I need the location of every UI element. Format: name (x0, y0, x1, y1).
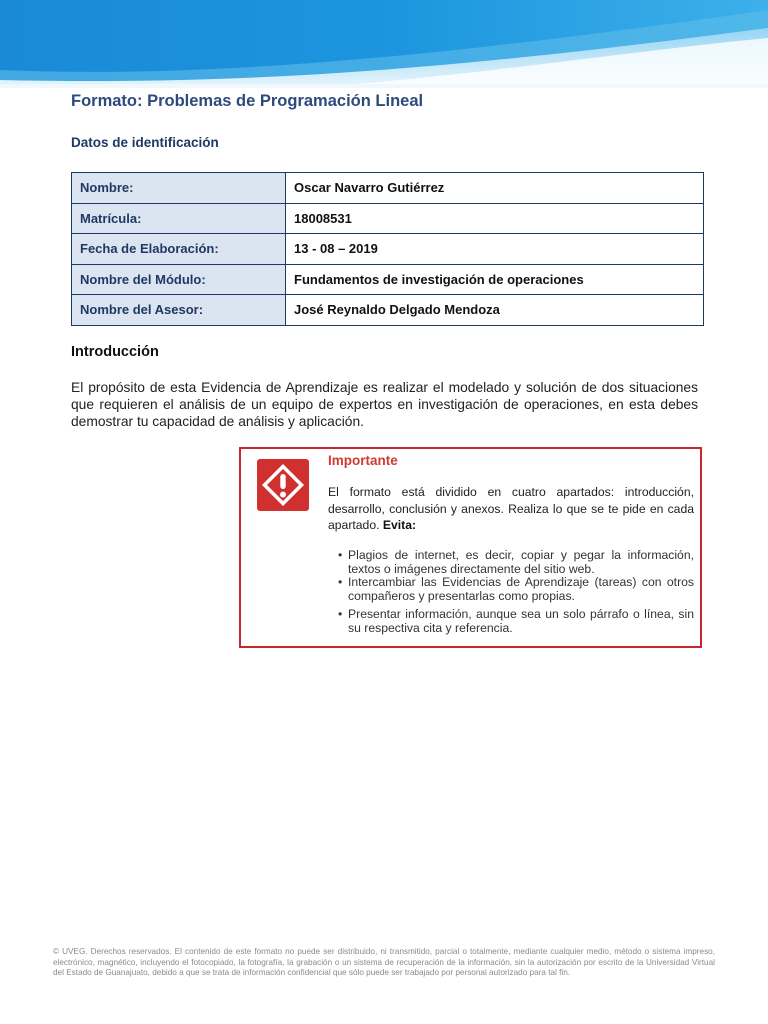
important-description: El formato está dividido en cuatro apartados: introducción, desarrollo, conclusión y anexos. Realiza lo que se te pide en cada apartado. (328, 485, 694, 532)
important-title: Importante (328, 453, 398, 468)
table-row (72, 203, 704, 234)
identification-table (71, 172, 704, 326)
row-label: Fecha de Elaboración: (72, 234, 286, 265)
avoid-list (338, 549, 694, 635)
row-label: Nombre del Asesor: (72, 295, 286, 326)
row-value: Fundamentos de investigación de operaciones (286, 264, 704, 295)
warning-diamond-icon (257, 459, 309, 511)
important-text (328, 484, 694, 534)
avoid-emphasis: Evita: (382, 518, 417, 532)
important-notice-box (239, 447, 702, 648)
copyright-footer: © UVEG. Derechos reservados. El contenido de este formato no puede ser distribuido, ni transmitido, parcial o totalmente, mediante cualquier medio, método o sistema impreso, electrónico, magnético, incluyendo el fotocopiado, la fotografía, la grabación o un sistema de recuperación de la información, sin la autorización por escrito de la Universidad Virtual del Estado de Guanajuato, debido a que se trata de información confidencial que sólo puede ser trabajado por personal autorizado para tal fin. (53, 947, 715, 977)
table-row (72, 295, 704, 326)
document-title: Formato: Problemas de Programación Lineal (71, 92, 424, 110)
table-row (72, 234, 704, 265)
list-item: • Plagios de internet, es decir, copiar y pegar la información, textos o imágenes directamente del sitio web. (338, 549, 694, 576)
list-item: • Intercambiar las Evidencias de Aprendizaje (tareas) con otros compañeros y presentarlas como propias. (338, 576, 694, 603)
identification-heading: Datos de identificación (71, 135, 219, 150)
row-value: 18008531 (286, 203, 704, 234)
header-banner (0, 0, 768, 88)
table-row (72, 264, 704, 295)
introduction-heading: Introducción (71, 344, 159, 360)
list-item: • Presentar información, aunque sea un solo párrafo o línea, sin su respectiva cita y referencia. (338, 608, 694, 635)
row-label: Matrícula: (72, 203, 286, 234)
table-row (72, 173, 704, 204)
row-value: Oscar Navarro Gutiérrez (286, 173, 704, 204)
row-label: Nombre: (72, 173, 286, 204)
row-value: 13 - 08 – 2019 (286, 234, 704, 265)
row-label: Nombre del Módulo: (72, 264, 286, 295)
introduction-text: El propósito de esta Evidencia de Aprendizaje es realizar el modelado y solución de dos situaciones que requieren el análisis de un equipo de expertos en investigación de operaciones, en esta debes demostrar tu capacidad de análisis y aplicación. (71, 380, 698, 429)
row-value: José Reynaldo Delgado Mendoza (286, 295, 704, 326)
